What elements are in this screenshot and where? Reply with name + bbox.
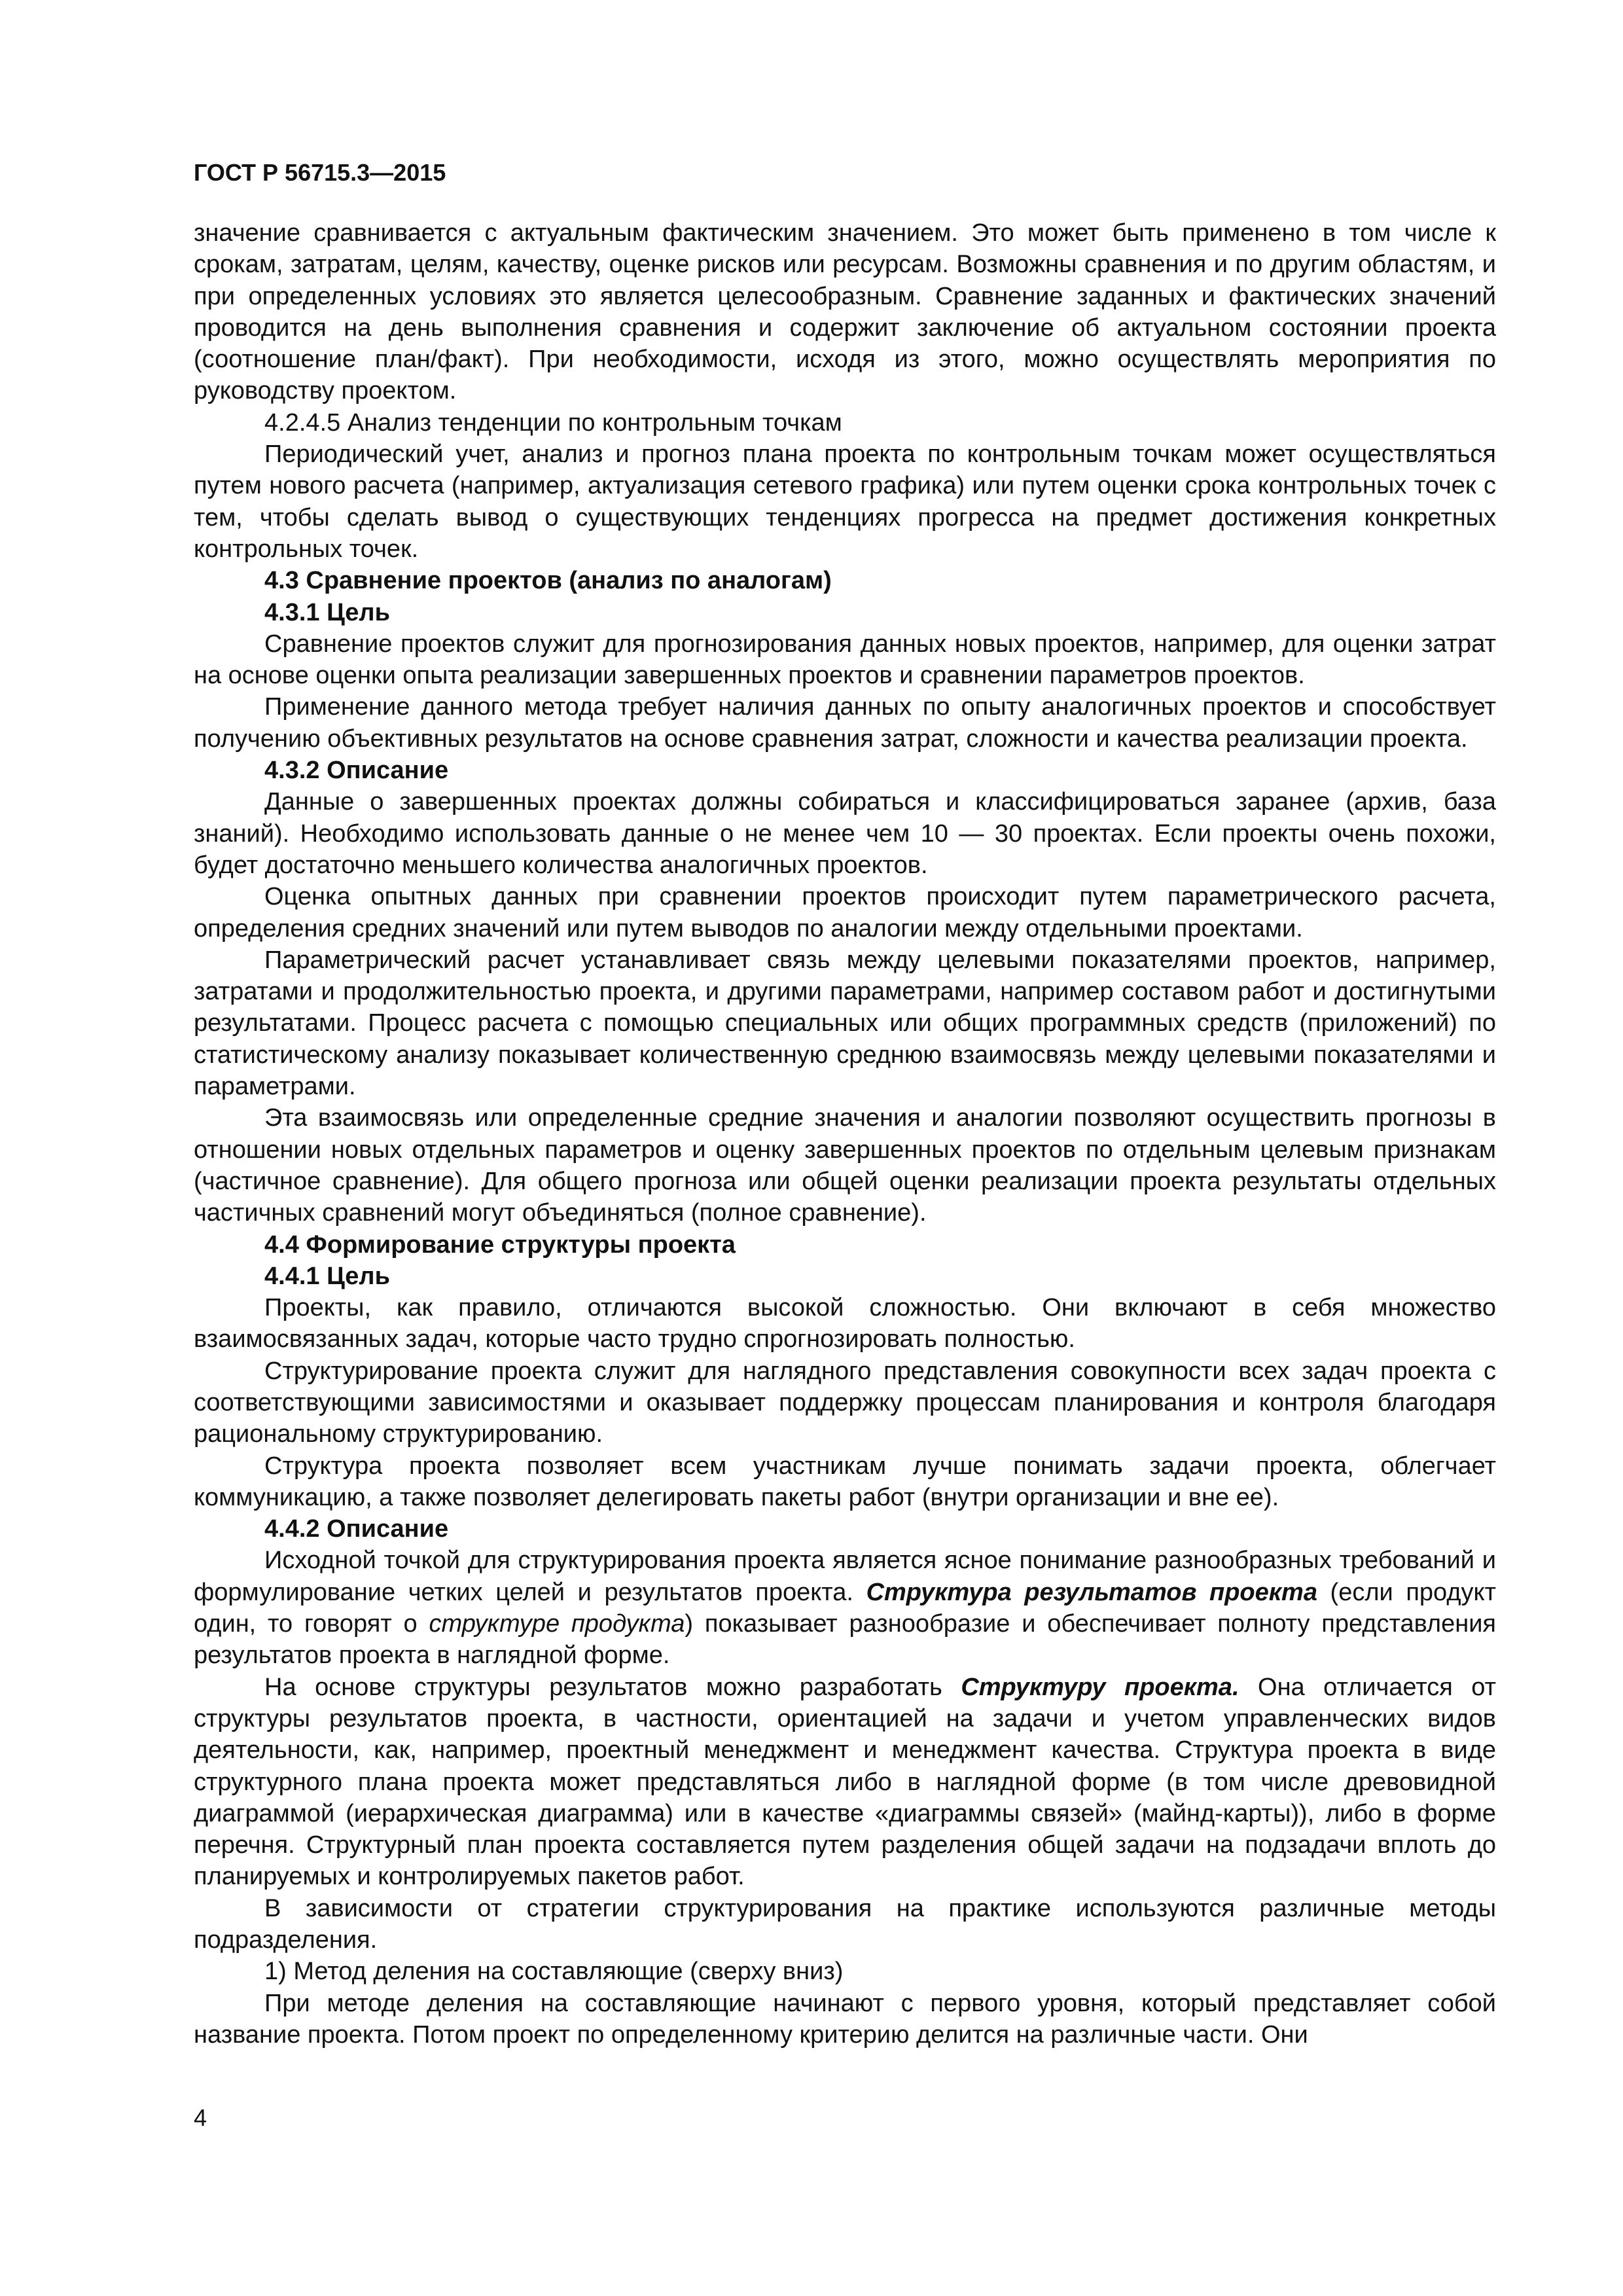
emphasis-term: Структуру проекта. — [961, 1673, 1240, 1701]
paragraph: Периодический учет, анализ и прогноз плана проекта по контрольным точкам может осуществляться путем нового расчета (например, актуализация сетевого графика) или путем оценки срока контрольных точек с тем, чтобы сделать вывод о существующих тенденциях прогресса на предмет достижения конкретных контрольных точек. — [194, 440, 1496, 563]
paragraph: В зависимости от стратегии структурирования на практике используются различные методы подразделения. — [194, 1894, 1496, 1954]
paragraph: значение сравнивается с актуальным фактическим значением. Это может быть применено в том числе к срокам, затратам, целям, качеству, оценке рисков или ресурсам. Возможны сравнения и по другим областям, и при определенных условиях это является целесообразным. Сравнение заданных и фактических значений проводится на день выполнения сравнения и содержит заключение об актуальном состоянии проекта (соотношение план/факт). При необходимости, исходя из этого, можно осуществлять мероприятия по руководству проектом. — [194, 219, 1496, 405]
italic-term: структуре продукта — [429, 1610, 685, 1638]
section-heading-4-2-4-5: 4.2.4.5 Анализ тенденции по контрольным точкам — [264, 408, 842, 437]
text-run: (если продукт один, то говорят о — [194, 1578, 1496, 1638]
standard-header: ГОСТ Р 56715.3—2015 — [194, 159, 446, 186]
emphasis-term: Структура результатов проекта — [866, 1578, 1317, 1606]
paragraph: Параметрический расчет устанавливает связь между целевыми показателями проектов, например, затратами и продолжительностью проекта, и другими параметрами, например составом работ и достигнутыми результатами. Процесс расчета с помощью специальных или общих программных средств (приложений) по статистическому анализу показывает количественную среднюю взаимосвязь между целевыми показателями и параметрами. — [194, 946, 1496, 1101]
paragraph: Оценка опытных данных при сравнении проектов происходит путем параметрического расчета, определения средних значений или путем выводов по аналогии между отдельными проектами. — [194, 883, 1496, 942]
section-heading-4-4-2: 4.4.2 Описание — [264, 1515, 449, 1543]
list-item: 1) Метод деления на составляющие (сверху вниз) — [264, 1958, 844, 1986]
paragraph: Эта взаимосвязь или определенные средние значения и аналогии позволяют осуществить прогнозы в отношении новых отдельных параметров и оценку завершенных проектов по отдельным целевым признакам (частичное сравнение). Для общего прогноза или общей оценки реализации проекта результаты отдельных частичных сравнений могут объединяться (полное сравнение). — [194, 1104, 1496, 1227]
text-run: Она отличается от структуры результатов проекта, в частности, ориентацией на задачи и учетом управленческих видов деятельности, как, например, проектный менеджмент и менеджмент качества. Структура проекта в виде структурного плана проекта может представляться либо в наглядной форме (в том числе древовидной диаграммой (иерархическая диаграмма) или в качестве «диаграммы связей» (майнд-карты)), либо в форме перечня. Структурный план проекта составляется путем разделения общей задачи на подзадачи вплоть до планируемых и контролируемых пакетов работ. — [194, 1673, 1496, 1891]
paragraph: Данные о завершенных проектах должны собираться и классифицироваться заранее (архив, база знаний). Необходимо использовать данные о не менее чем 10 — 30 проектах. Если проекты очень похожи, будет достаточно меньшего количества аналогичных проектов. — [194, 788, 1496, 879]
paragraph: Сравнение проектов служит для прогнозирования данных новых проектов, например, для оценки затрат на основе оценки опыта реализации завершенных проектов и сравнении параметров проектов. — [194, 630, 1496, 690]
paragraph: При методе деления на составляющие начинают с первого уровня, который представляет собой название проекта. Потом проект по определенному критерию делится на различные части. Они — [194, 1989, 1496, 2049]
section-heading-4-3: 4.3 Сравнение проектов (анализ по аналогам) — [264, 567, 832, 595]
paragraph — [194, 1545, 1496, 1671]
text-run: На основе структуры результатов можно разработать — [264, 1673, 961, 1701]
page-body — [194, 217, 1496, 2051]
text-run: Исходной точкой для структурирования проекта является ясное понимание разнообразных требований и формулирование четких целей и результатов проекта. — [194, 1547, 1496, 1606]
paragraph: Структурирование проекта служит для наглядного представления совокупности всех задач проекта с соответствующими зависимостями и оказывает поддержку процессам планирования и контроля благодаря рациональному структурированию. — [194, 1357, 1496, 1448]
text-run: ) показывает разнообразие и обеспечивает полноту представления результатов проекта в наглядной форме. — [194, 1610, 1496, 1670]
section-heading-4-3-1: 4.3.1 Цель — [264, 598, 390, 626]
paragraph: Структура проекта позволяет всем участникам лучше понимать задачи проекта, облегчает коммуникацию, а также позволяет делегировать пакеты работ (внутри организации и вне ее). — [194, 1452, 1496, 1511]
page-number: 4 — [194, 2104, 207, 2131]
section-heading-4-4-1: 4.4.1 Цель — [264, 1262, 390, 1290]
paragraph: Применение данного метода требует наличия данных по опыту аналогичных проектов и способствует получению объективных результатов на основе сравнения затрат, сложности и качества реализации проекта. — [194, 693, 1496, 753]
paragraph: Проекты, как правило, отличаются высокой сложностью. Они включают в себя множество взаимосвязанных задач, которые часто трудно спрогнозировать полностью. — [194, 1294, 1496, 1354]
section-heading-4-4: 4.4 Формирование структуры проекта — [264, 1230, 736, 1259]
paragraph — [194, 1672, 1496, 1893]
section-heading-4-3-2: 4.3.2 Описание — [264, 757, 449, 785]
